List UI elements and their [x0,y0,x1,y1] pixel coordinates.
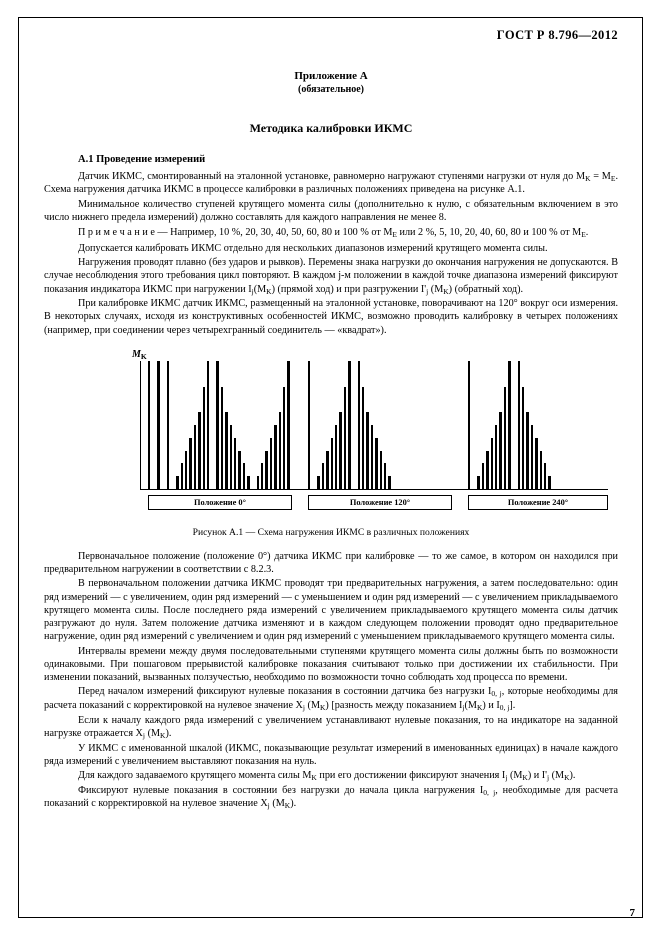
figure-bar [522,387,524,489]
figure-bar [230,425,232,489]
paragraph-11: У ИКМС с именованной шкалой (ИКМС, показывающие результат измерений в именованных единицах) в начале каждого ряда измерений с увеличением выставляют показания на нуль. [44,742,618,767]
figure-bar [491,438,493,489]
figure-bar [339,412,341,489]
figure-bar [388,476,390,489]
figure-bar [380,451,382,489]
figure-bar [185,451,187,489]
figure-bar [331,438,333,489]
figure-bar [167,361,169,489]
figure-bar [486,451,488,489]
figure-caption: Рисунок А.1 — Схема нагружения ИКМС в различных положениях [192,526,470,538]
figure-group-label-2: Положение 240° [468,495,608,510]
paragraph-2: Минимальное количество ступеней крутящего момента силы (дополнительно к нулю, с обязательным включением в это число нижнего предела измерений) должно составлять для каждого направления не менее 8. [44,198,618,223]
figure-bar [535,438,537,489]
method-title: Методика калибровки ИКМС [249,120,413,135]
figure-bar [194,425,196,489]
figure-bar [531,425,533,489]
figure-bar [540,451,542,489]
figure-bar [234,438,236,489]
section-title: А.1 Проведение измерений [78,153,206,165]
figure-loading-scheme [44,349,618,521]
figure-bar [348,361,350,489]
figure-bar [477,476,479,489]
figure-bar [544,463,546,489]
figure-bar [198,412,200,489]
annex-title: Приложение А [294,70,368,82]
figure-bar [366,412,368,489]
figure-bar [504,387,506,489]
paragraph-12: Для каждого задаваемого крутящего момента силы $M_K$ при его достижении фиксируют значения $I_j$ $(M_K)$ и $I'_j$ $(M_K)$. [78,770,576,782]
paragraph-9: Перед началом измерений фиксируют нулевые показания в состоянии датчика без нагрузки $I_{0, j}$, которые необходимы для расчета показаний с корректировкой на нулевое значение $X_j$ $(M_K)$ [разность между показанием $I_j(M_K)$ и $I_{0, j}$]. [44,686,618,712]
paragraph-8: Интервалы времени между двумя последовательными ступенями крутящего момента силы должны быть по возможности одинаковыми. При пошаговом прерывистой калибровке показания считывают только при достижении их стабильности. При изменении показаний, вызванных ползучестью, необходимо по возможности точно соблюдать ход процесса по времени. [44,645,618,684]
figure-y-axis [140,361,141,489]
figure-bar [495,425,497,489]
paragraph-5: При калибровке ИКМС датчик ИКМС, размещенный на эталонной установке, поворачивают на 120° вокруг оси измерения. В некоторых случаях, исходя из конструктивных особенностей ИКМС, возможно проводить калибровку в четырех положениях (например, при соединении через четырехгранный соединитель — «квадрат»). [44,298,618,336]
paragraph-6: Первоначальное положение (положение 0°) датчика ИКМС при калибровке — то же самое, в котором он находился при предварительном нагружении в соответствии с 8.2.3. [44,550,618,576]
figure-bar [317,476,319,489]
figure-bar [287,361,289,489]
note-block: П р и м е ч а н и е — Например, 10 %, 20, 30, 40, 50, 60, 80 и 100 % от $M_E$ или 2 %, 5, 10, 20, 40, 60, 80 и 100 % от $M_E$. [78,227,589,240]
page-number: 7 [629,907,635,919]
figure-bar [181,463,183,489]
figure-bar [344,387,346,489]
figure-bar [216,361,218,489]
figure-bar [283,387,285,489]
figure-bar [247,476,249,489]
standard-header: ГОСТ Р 8.796—2012 [496,28,618,42]
figure-group-label-0: Положение 0° [148,495,292,510]
figure-bar [548,476,550,489]
figure-bar [499,412,501,489]
paragraph-1: Датчик ИКМС, смонтированный на эталонной установке, равномерно нагружают ступенями нагрузки от нуля до $M_K = M_E$. Схема нагружения датчика ИКМС в процессе калибровки в различных положениях приведена на рисунке А.1. [44,170,618,196]
figure-bar [362,387,364,489]
figure-bar [221,387,223,489]
figure-x-axis [140,489,608,490]
paragraph-13: Фиксируют нулевые показания в состоянии без нагрузки до начала цикла нагружения $I_{0, j}$, необходимые для расчета показаний с корректировкой на нулевое значение $X_j$ $(M_K)$. [44,784,618,811]
figure-bar [238,451,240,489]
paragraph-7: В первоначальном положении датчика ИКМС проводят три предварительных нагружения, а затем последовательно: один ряд измерений — с увеличением, один ряд измерений — с уменьшением и один ряд измерений — с увеличением прикладываемого крутящего момента силы. После последнего ряда измерений с увеличением прикладываемого крутящего момента силы датчик разгружают до нуля. Затем положение датчика изменяют и в каждом следующем положении проводят одно предварительное нагружение, один ряд измерений с увеличением и один ряд измерений с уменьшением прикладываемого крутящего момента силы. [44,578,618,643]
figure-bar [261,463,263,489]
figure-bar [279,412,281,489]
figure-bar [157,361,159,489]
figure-bar [203,387,205,489]
paragraph-4: Нагружения проводят плавно (без ударов и рывков). Перемены знака нагрузки до окончания нагружения не допускаются. В случае несоблюдения этого требования цикл повторяют. В каждом j-м положении в каждой точке диапазона измерений фиксируют показания индикатора ИКМС при нагружении $I_j(M_K)$ (прямой ход) и при разгружении $I'_j$ $(M_K)$ (обратный ход). [44,257,618,296]
figure-bar [265,451,267,489]
figure-bar [468,361,470,489]
figure-bar [326,451,328,489]
figure-bar [384,463,386,489]
figure-bar [335,425,337,489]
paragraph-3: Допускается калибровать ИКМС отдельно для нескольких диапазонов измерений крутящего момента силы. [78,242,548,254]
figure-group-label-1: Положение 120° [308,495,452,510]
figure-bar [518,361,520,489]
figure-bar [274,425,276,489]
figure-bar [148,361,150,489]
figure-bar [176,476,178,489]
figure-bar [358,361,360,489]
page-content [44,28,618,812]
figure-bar [375,438,377,489]
figure-bar [322,463,324,489]
figure-bar [225,412,227,489]
figure-bar [257,476,259,489]
figure-bar [508,361,510,489]
annex-subtitle: (обязательное) [297,83,365,95]
figure-bar [270,438,272,489]
figure-bar [189,438,191,489]
figure-y-axis-label: $M_K$ [132,348,147,361]
figure-bar [371,425,373,489]
paragraph-10: Если к началу каждого ряда измерений с увеличением устанавливают нулевые показания, то на индикаторе на заданной нагрузке отражается $X_j$ $(M_K)$. [44,714,618,740]
figure-bar [482,463,484,489]
figure-bar [526,412,528,489]
figure-bar [308,361,310,489]
figure-bar [243,463,245,489]
figure-bar [207,361,209,489]
